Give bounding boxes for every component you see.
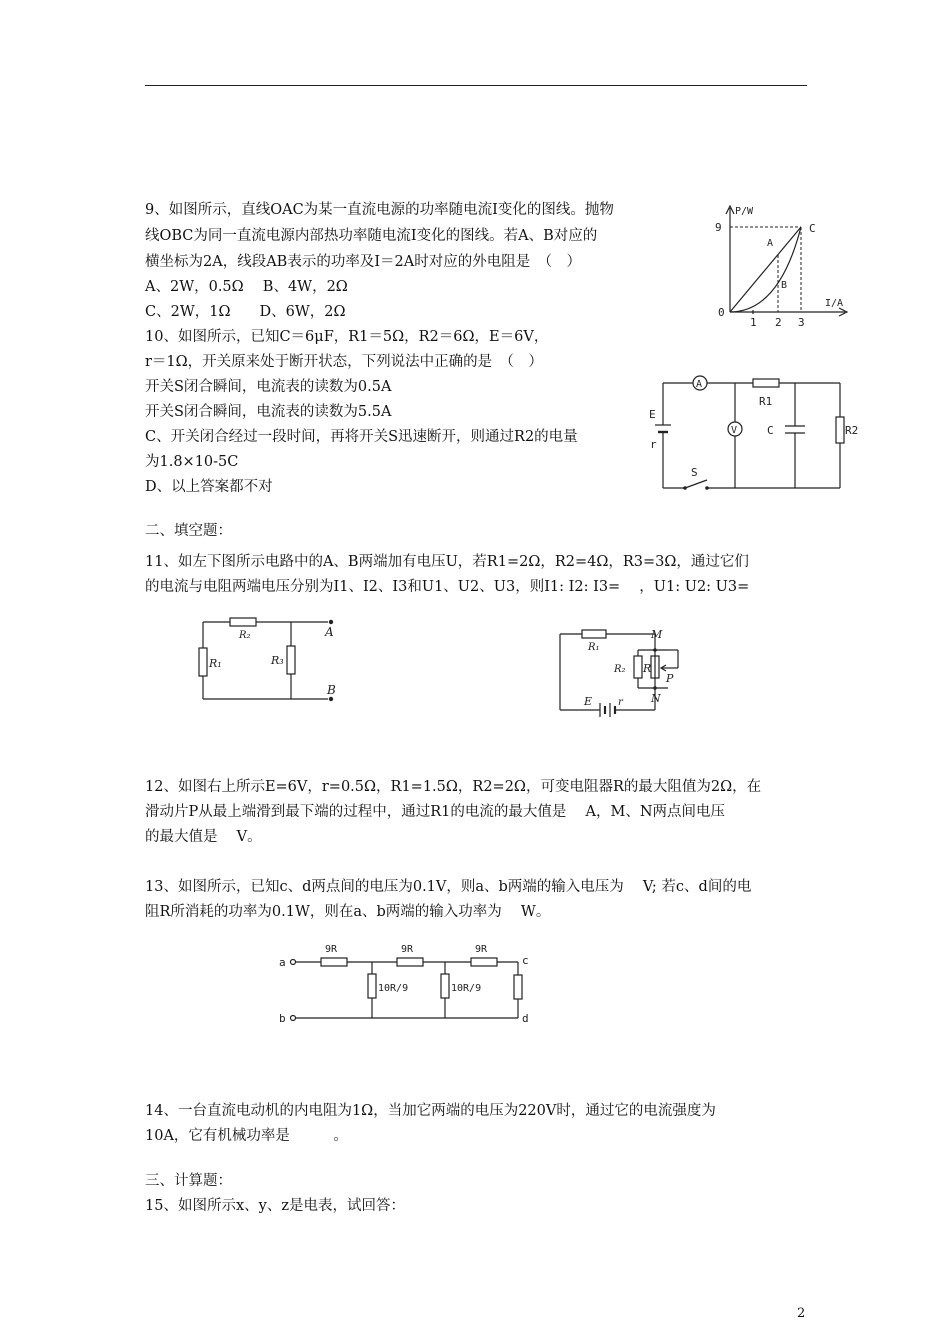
q12-line-3: 的最大值是 V。 <box>145 829 262 845</box>
q13-series-r-3: 9R <box>475 944 488 955</box>
graph-point-b: B <box>781 280 788 291</box>
q13-series-r-1: 9R <box>325 944 338 955</box>
q13-shunt-r-2: 10R/9 <box>451 983 482 994</box>
q11-terminal-a: A <box>325 625 334 639</box>
q11-r1-label: R₁ <box>209 657 222 670</box>
q12-circuit <box>550 622 695 722</box>
q12-slider-p: P <box>666 672 674 685</box>
q10-c-label: C <box>767 424 774 437</box>
q9-line-1: 9、如图所示，直线OAC为某一直流电源的功率随电流I变化的图线。抛物 <box>145 202 614 218</box>
q13-ladder-circuit <box>275 940 540 1025</box>
q12-node-n: N <box>651 692 661 705</box>
q13-series-r-2: 9R <box>401 944 414 955</box>
q10-line-1: 10、如图所示，已知C＝6μF，R1＝5Ω，R2＝6Ω，E＝6V， <box>145 329 549 345</box>
graph-x-axis-label: I/A <box>825 298 844 309</box>
q12-r-label: R <box>643 662 652 675</box>
q13-terminal-d: d <box>522 1012 529 1025</box>
q10-e-label: E <box>649 408 656 421</box>
graph-x-tick-1: 1 <box>750 316 757 329</box>
section-calc-heading: 三、计算题： <box>145 1173 232 1189</box>
q12-r2-label: R₂ <box>614 664 626 675</box>
q9-options-cd: C、2W，1Ω D、6W，2Ω <box>145 304 346 320</box>
q13-line-1: 13、如图所示，已知c、d两点间的电压为0.1V，则a、b两端的输入电压为 V; 若c、d间的电 <box>145 879 752 895</box>
q10-r-label: r <box>650 438 657 451</box>
q10-s-label: S <box>691 466 698 479</box>
q10-option-b: 开关S闭合瞬间，电流表的读数为5.5A <box>145 404 392 420</box>
q10-circuit <box>645 370 870 495</box>
graph-y-tick-9: 9 <box>715 221 722 234</box>
q10-option-a: 开关S闭合瞬间，电流表的读数为0.5A <box>145 379 392 395</box>
q11-line-2: 的电流与电阻两端电压分别为I1、I2、I3和U1、U2、U3，则I1: I2: I3= ，U1: U2: U3= <box>145 579 750 595</box>
ammeter-label: A <box>696 379 703 390</box>
graph-point-a: A <box>767 238 774 249</box>
q9-line-3: 横坐标为2A，线段AB表示的功率及I＝2A时对应的外电阻是 （ ） <box>145 254 581 270</box>
graph-x-tick-2: 2 <box>775 316 782 329</box>
graph-point-c: C <box>809 222 816 235</box>
q9-options-ab: A、2W，0.5Ω B、4W，2Ω <box>145 279 348 295</box>
q13-shunt-r-1: 10R/9 <box>378 983 409 994</box>
q10-line-2: r＝1Ω，开关原来处于断开状态，下列说法中正确的是 （ ） <box>145 354 543 370</box>
voltmeter-label: V <box>731 425 738 436</box>
q9-power-graph <box>705 200 850 330</box>
q12-e-label: E <box>584 695 593 708</box>
q12-line-2: 滑动片P从最上端滑到最下端的过程中，通过R1的电流的最大值是 A，M、N两点间电压 <box>145 804 726 820</box>
q12-node-m: M <box>651 628 663 641</box>
q13-line-2: 阻R所消耗的功率为0.1W，则在a、b两端的输入功率为 W。 <box>145 904 551 920</box>
q10-option-d: D、以上答案都不对 <box>145 479 273 495</box>
q11-terminal-b: B <box>327 683 336 697</box>
q12-internal-r-label: r <box>618 697 623 708</box>
q13-terminal-a: a <box>279 956 286 969</box>
q10-r2-label: R2 <box>845 424 859 437</box>
q11-r3-label: R₃ <box>271 654 284 667</box>
q10-option-c: C、开关闭合经过一段时间，再将开关S迅速断开，则通过R2的电量 <box>145 429 578 445</box>
q10-r1-label: R1 <box>759 395 773 408</box>
q12-line-1: 12、如图右上所示E=6V，r=0.5Ω，R1=1.5Ω，R2=2Ω，可变电阻器R的最大阻值为2Ω，在 <box>145 779 762 795</box>
q12-r1-label: R₁ <box>588 642 600 653</box>
graph-x-tick-3: 3 <box>798 316 805 329</box>
q14-line-2: 10A，它有机械功率是 。 <box>145 1128 348 1144</box>
q10-option-c-cont: 为1.8×10-5C <box>145 454 239 470</box>
q11-circuit <box>195 612 355 707</box>
q9-line-2: 线OBC为同一直流电源内部热功率随电流I变化的图线。若A、B对应的 <box>145 228 598 244</box>
q13-terminal-b: b <box>279 1012 286 1025</box>
graph-y-axis-label: P/W <box>735 206 754 217</box>
q11-r2-label: R₂ <box>239 630 251 641</box>
graph-origin: 0 <box>718 306 725 319</box>
page-number: 2 <box>797 1306 806 1321</box>
q15-line-1: 15、如图所示x、y、z是电表，试回答： <box>145 1198 405 1214</box>
q14-line-1: 14、一台直流电动机的内电阻为1Ω，当加它两端的电压为220V时，通过它的电流强度为 <box>145 1103 716 1119</box>
header-rule <box>145 85 807 86</box>
q13-terminal-c: c <box>522 954 529 967</box>
section-fill-in-heading: 二、填空题： <box>145 523 232 539</box>
q11-line-1: 11、如左下图所示电路中的A、B两端加有电压U，若R1=2Ω，R2=4Ω，R3=3Ω，通过它们 <box>145 554 749 570</box>
